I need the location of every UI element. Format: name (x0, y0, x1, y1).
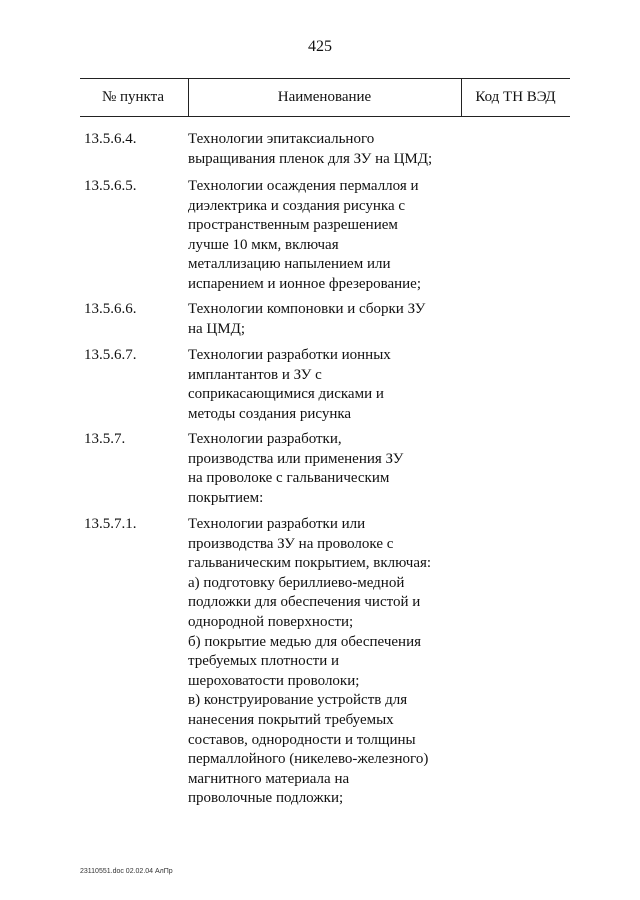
item-line: б) покрытие медью для обеспечения (188, 633, 421, 650)
header-code: Код ТН ВЭД (475, 89, 556, 105)
item-line: Технологии эпитаксиального (188, 131, 375, 147)
item-number: 13.5.6.4. (84, 131, 137, 147)
item-number: 13.5.7.1. (84, 516, 137, 532)
item-text (188, 430, 478, 508)
item-line: на проволоке с гальваническим (188, 470, 390, 487)
item-text (188, 515, 478, 809)
item-line: производства ЗУ на проволоке с (188, 535, 394, 552)
page-number: 425 (308, 38, 332, 55)
item-line: нанесения покрытий требуемых (188, 711, 394, 728)
item-line: Технологии осаждения пермаллоя и (188, 178, 419, 194)
item-line: испарением и ионное фрезерование; (188, 275, 421, 292)
header-item-number: № пункта (101, 89, 165, 105)
item-line: соприкасающимися дисками и (188, 386, 384, 403)
item-number: 13.5.7. (84, 431, 126, 447)
item-line: имплантантов и ЗУ с (188, 366, 322, 383)
item-line: составов, однородности и толщины (188, 731, 416, 748)
item-line: диэлектрика и создания рисунка с (188, 197, 406, 214)
item-line: металлизацию напылением или (188, 256, 391, 273)
item-text (188, 300, 478, 339)
item-line: пространственным разрешением (188, 217, 398, 234)
item-number: 13.5.6.7. (84, 347, 137, 363)
item-number: 13.5.6.5. (84, 178, 137, 194)
item-line: шероховатости проволоки; (188, 672, 360, 689)
item-line: Технологии разработки, (188, 431, 342, 447)
item-line: Технологии разработки или (188, 516, 366, 532)
item-line: производства или применения ЗУ (188, 450, 404, 467)
header-name: Наименование (277, 89, 372, 105)
item-line: требуемых плотности и (188, 653, 340, 670)
item-line: выращивания пленок для ЗУ на ЦМД; (188, 150, 433, 167)
item-number: 13.5.6.6. (84, 301, 137, 317)
item-text (188, 130, 478, 169)
table-header (80, 78, 570, 117)
item-line: в) конструирование устройств для (188, 692, 408, 709)
item-line: покрытием: (188, 489, 264, 506)
item-line: подложки для обеспечения чистой и (188, 594, 421, 611)
footer-doc-ref: 23110551.doc 02.02.04 АлПр (80, 868, 173, 875)
item-line: методы создания рисунка (188, 405, 352, 422)
item-line: пермаллойного (никелево-железного) (188, 751, 429, 768)
item-line: лучше 10 мкм, включая (188, 236, 339, 253)
item-text (188, 346, 478, 424)
item-line: магнитного материала на (188, 770, 350, 787)
item-line: Технологии компоновки и сборки ЗУ (188, 301, 426, 317)
item-line: на ЦМД; (188, 320, 246, 337)
item-line: проволочные подложки; (188, 790, 344, 807)
item-line: гальваническим покрытием, включая: (188, 555, 432, 572)
item-line: однородной поверхности; (188, 613, 354, 630)
item-line: Технологии разработки ионных (188, 347, 391, 363)
item-text (188, 177, 478, 295)
item-line: а) подготовку бериллиево-медной (188, 574, 405, 591)
